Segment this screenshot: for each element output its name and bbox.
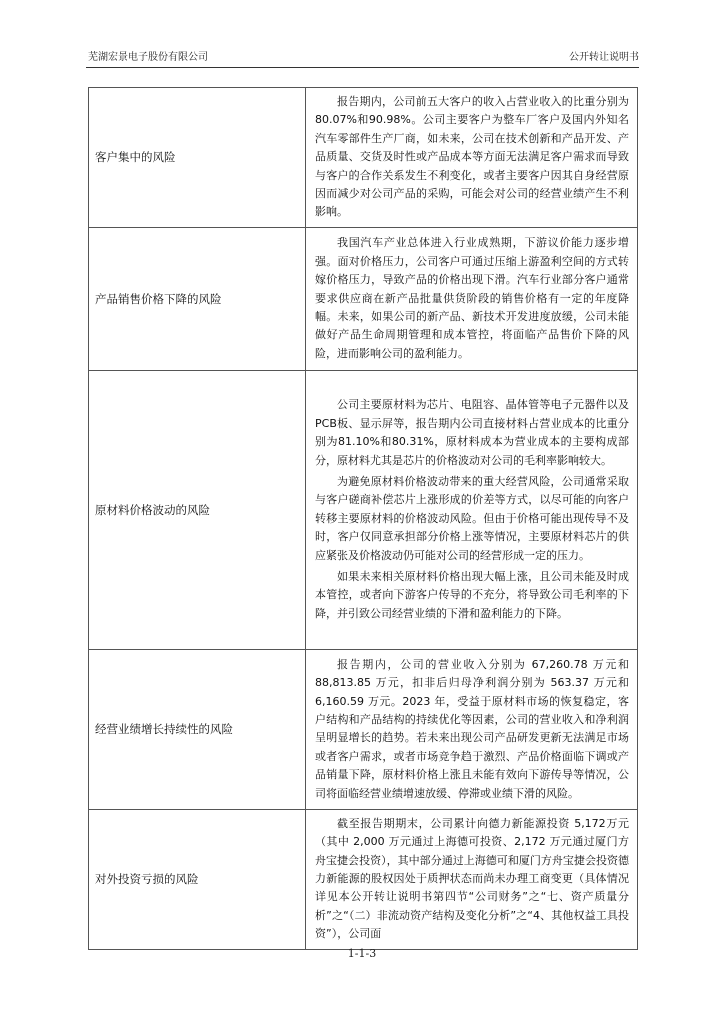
- document-type: 公开转让说明书: [569, 52, 639, 63]
- risk-row-price-decline: [89, 227, 638, 370]
- risk-name: 原材料价格波动的风险: [89, 370, 306, 649]
- risk-row-growth-sustainability: [89, 649, 638, 809]
- risk-paragraph: 报告期内，公司前五大客户的收入占营业收入的比重分别为80.07%和90.98%。公司主要客户为整车厂客户及国内外知名汽车零部件生产厂商，如未来，公司在技术创新和产品开发、产品质量、交货及时性或产品成本等方面无法满足客户需求而导致与客户的合作关系发生不利变化，或者主要客户因其自身经营原因而减少对公司产品的采购，可能会对公司的经营业绩产生不利影响。: [315, 95, 629, 219]
- risk-table: [88, 87, 638, 950]
- risk-row-customer-concentration: [89, 88, 638, 228]
- risk-description: [306, 649, 638, 809]
- risk-paragraph: 为避免原材料价格波动带来的重大经营风险，公司通常采取与客户磋商补偿芯片上涨形成的价差等方式，以尽可能的向客户转移主要原材料的价格波动风险。但由于价格可能出现传导不及时，客户仅同意承担部分价格上涨等情况，主要原材料芯片的供应紧张及价格波动仍可能对公司的经营形成一定的压力。: [315, 475, 629, 562]
- risk-row-material-price: [89, 370, 638, 649]
- page-header: [88, 50, 639, 66]
- risk-description: [306, 370, 638, 649]
- risk-name: 客户集中的风险: [89, 88, 306, 228]
- risk-paragraph: 截至报告期期末，公司累计向德力新能源投资 5,172万元（其中 2,000 万元通过上海德可投资、2,172 万元通过厦门方舟宝捷会投资），其中部分通过上海德可和厦门方舟宝捷会投资德力新能源的股权因处于质押状态而尚未办理工商变更（具体情况详见本公开转让说明书第四节“公司财务”之“七、资产质量分析”之“（二）非流动资产结构及变化分析”之“4、其他权益工具投资”），公司面: [315, 816, 629, 941]
- risk-paragraph: 报告期内，公司的营业收入分别为 67,260.78 万元和88,813.85 万元，扣非后归母净利润分别为 563.37 万元和6,160.59 万元。2023 年，受益于原材料市场的恢复稳定，客户结构和产品结构的持续优化等因素，公司的营业收入和净利润呈明显增长的趋势。若未来出现公司产品研发更新无法满足市场或者客户需求，或者市场竞争趋于激烈、产品价格面临下调或产品销量下降，原材料价格上涨且未能有效向下游传导等情况，公司将面临经营业绩增速放缓、停滞或业绩下滑的风险。: [315, 657, 629, 800]
- risk-name: 对外投资亏损的风险: [89, 809, 306, 949]
- risk-paragraph: 公司主要原材料为芯片、电阻容、晶体管等电子元器件以及PCB板、显示屏等，报告期内公司直接材料占营业成本的比重分别为81.10%和80.31%，原材料成本为营业成本的主要构成部分，原材料尤其是芯片的价格波动对公司的毛利率影响较大。: [315, 398, 629, 467]
- risk-paragraph: 如果未来相关原材料价格出现大幅上涨，且公司未能及时成本管控，或者向下游客户传导的不充分，将导致公司毛利率的下降，并引致公司经营业绩的下滑和盈利能力的下降。: [315, 570, 629, 620]
- risk-paragraph: 我国汽车产业总体进入行业成熟期，下游议价能力逐步增强。面对价格压力，公司客户可通过压缩上游盈利空间的方式转嫁价格压力，导致产品的价格出现下滑。汽车行业部分客户通常要求供应商在新产品批量供货阶段的销售价格有一定的年度降幅。未来，如果公司的新产品、新技术开发进度放缓，公司未能做好产品生命周期管理和成本管控，将面临产品售价下降的风险，进而影响公司的盈利能力。: [315, 236, 629, 360]
- risk-description: [306, 809, 638, 949]
- risk-name: 经营业绩增长持续性的风险: [89, 649, 306, 809]
- page-number: 1-1-3: [347, 947, 377, 960]
- risk-name: 产品销售价格下降的风险: [89, 227, 306, 370]
- risk-row-investment-loss: [89, 809, 638, 949]
- risk-description: [306, 227, 638, 370]
- risk-description: [306, 88, 638, 228]
- company-name: 芜湖宏景电子股份有限公司: [88, 52, 208, 63]
- header-divider: [86, 67, 639, 68]
